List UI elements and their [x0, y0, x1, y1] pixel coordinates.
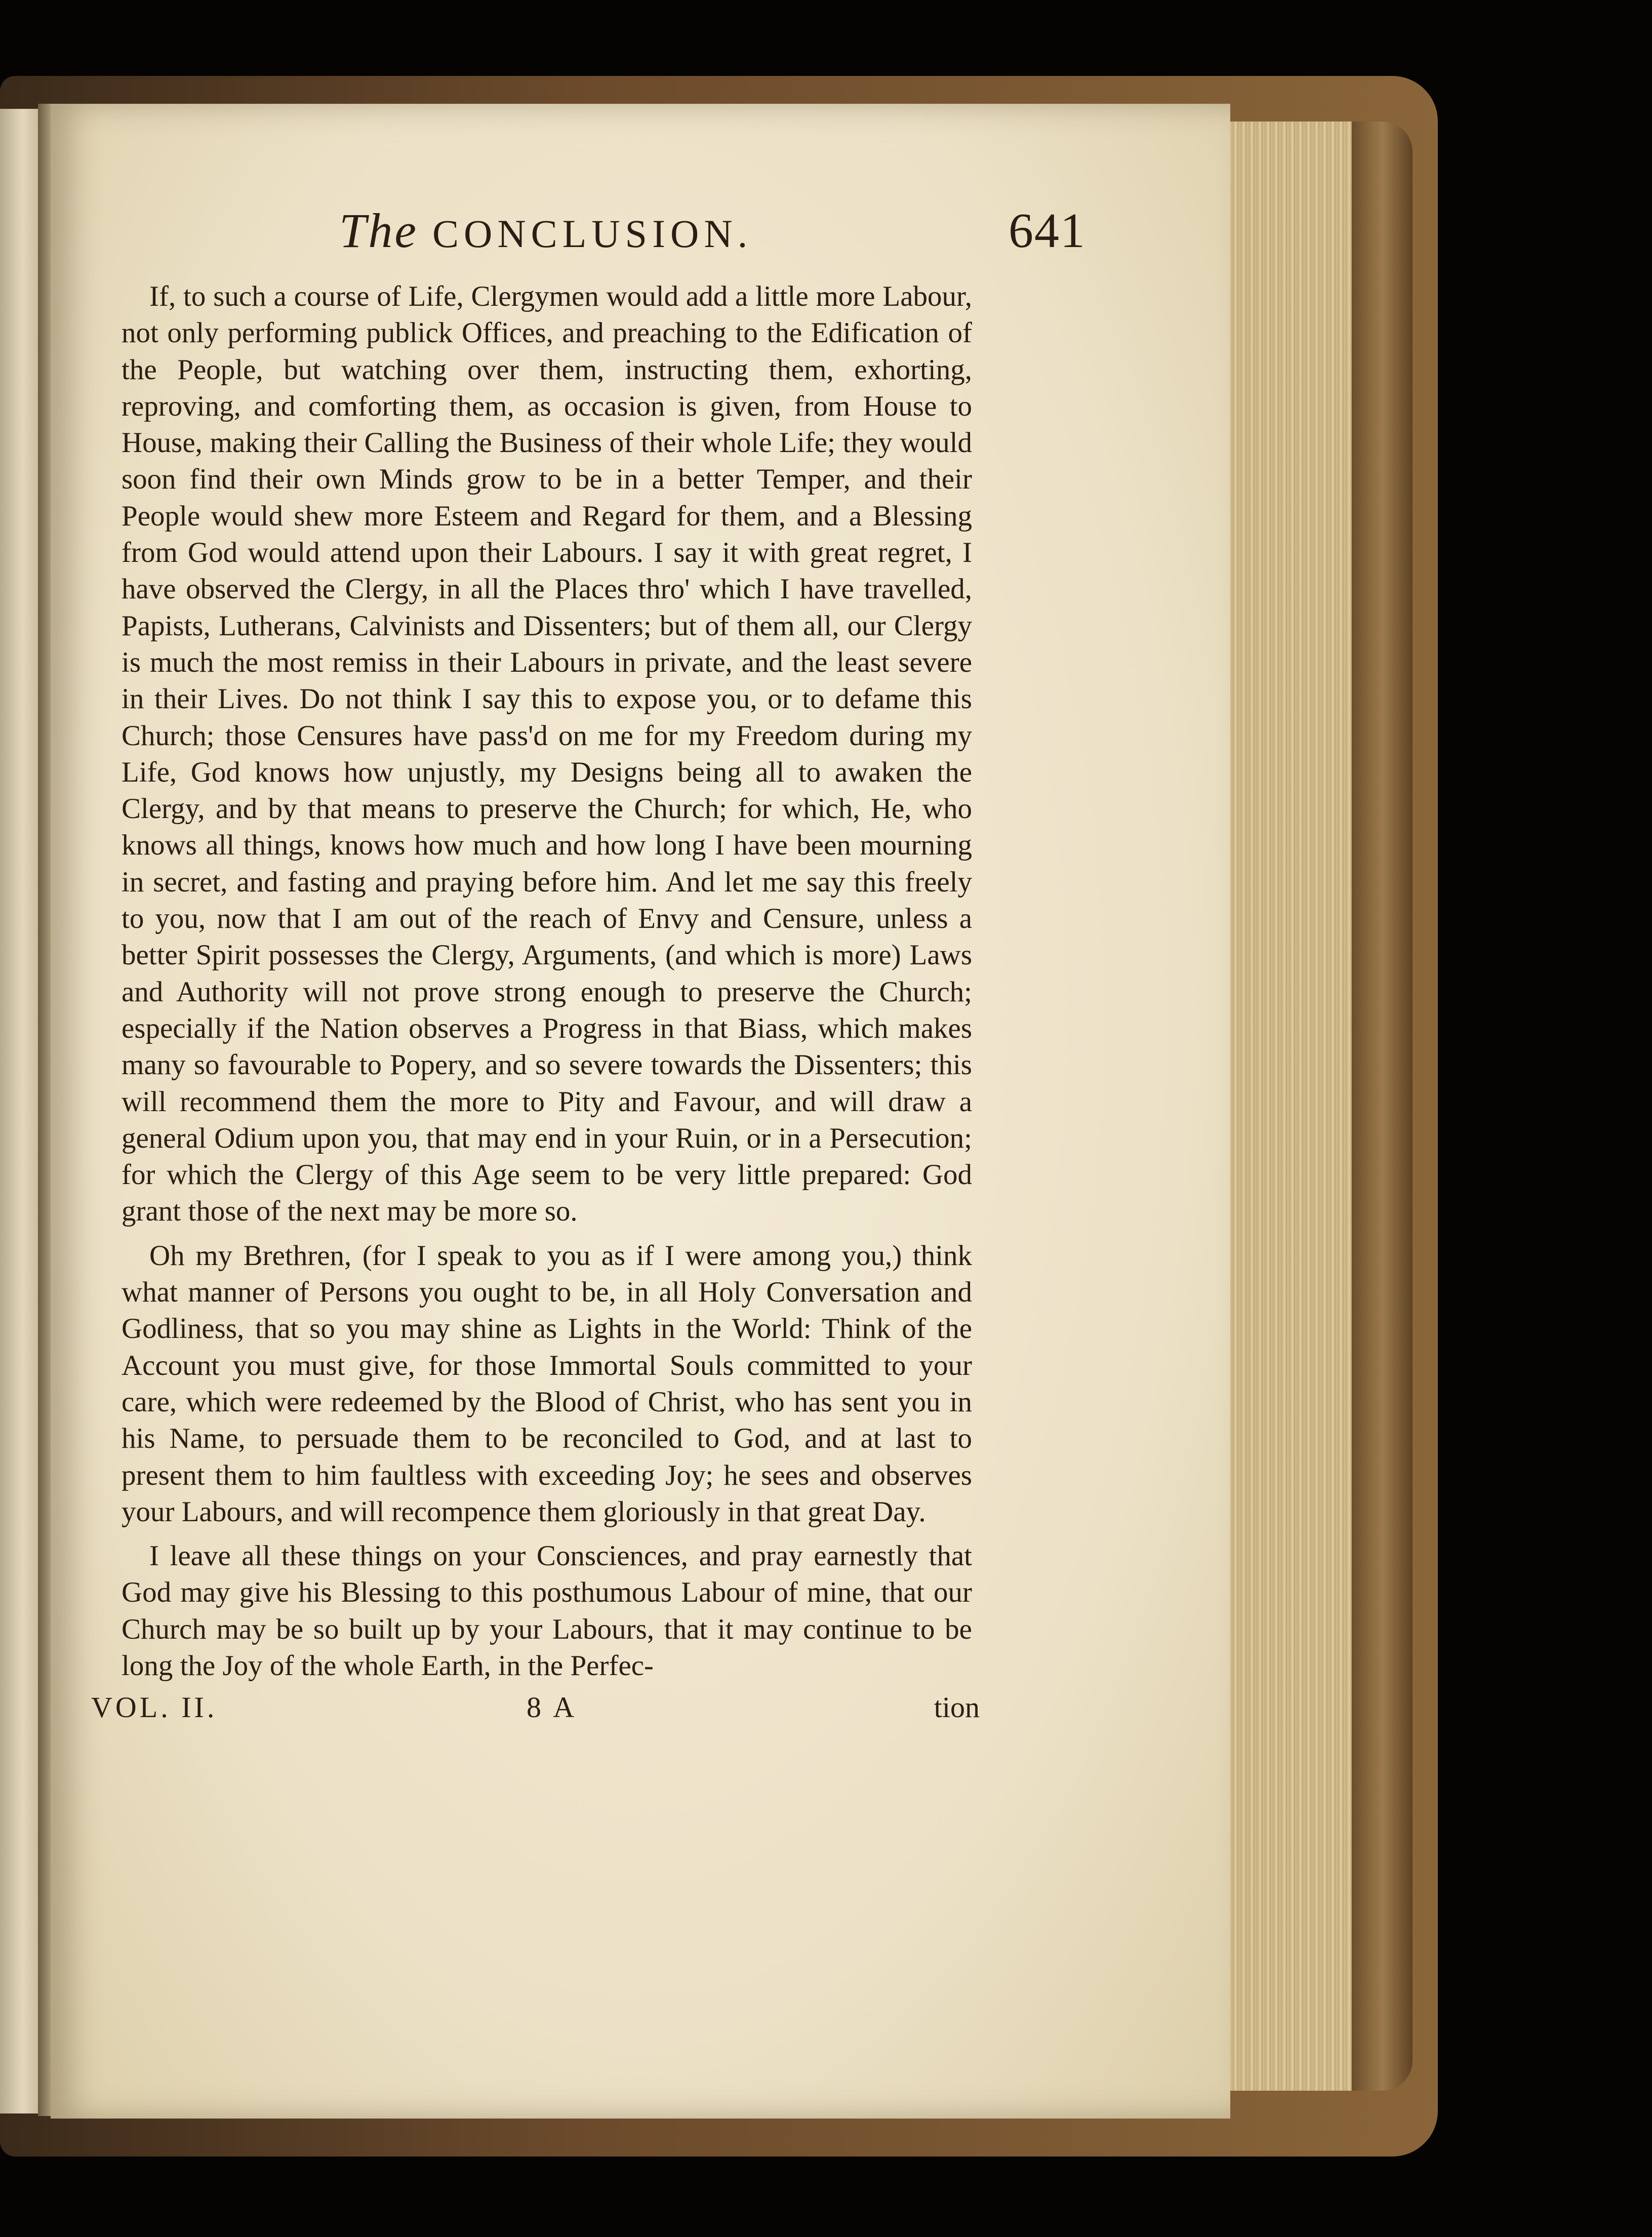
signature-mark: 8 A: [527, 1691, 578, 1724]
page-number: 641: [1009, 204, 1086, 258]
cover-board-edge: [1352, 121, 1413, 2091]
paragraph-3: I leave all these things on your Consciences, and pray earnestly that God may give his Blessing to this posthumous Labour of mine, that our Church may be so built up by your Labours, that it may continue to be long the Joy of the whole Earth, in the Perfec-: [122, 1540, 972, 1682]
running-head-title: CONCLUSION.: [432, 212, 753, 256]
page-footer: [91, 1690, 980, 1731]
catchword: tion: [934, 1691, 980, 1724]
page-text-block: [91, 202, 1086, 1731]
running-head-article: The: [339, 204, 418, 258]
paragraph-1: If, to such a course of Life, Clergymen would add a little more Labour, not only performing publick Offices, and preaching to the Edification of the People, but watching over them, instructing them, exhorting, reproving, and comforting them, as occasion is given, from House to House, making their Calling the Business of their whole Life; they would soon find their own Minds grow to be in a better Temper, and their People would shew more Esteem and Regard for them, and a Blessing from God would attend upon their Labours. I say it with great regret, I have observed the Clergy, in all the Places thro' which I have travelled, Papists, Lutherans, Calvinists and Dissenters; but of them all, our Clergy is much the most remiss in their Labours in private, and the least severe in their Lives. Do not think I say this to expose you, or to defame this Church; those Censures have pass'd on me for my Freedom during my Life, God knows how unjustly, my Designs being all to awaken the Clergy, and by that means to preserve the Church; for which, He, who knows all things, knows how much and how long I have been mourning in secret, and fasting and praying before him. And let me say this freely to you, now that I am out of the reach of Envy and Censure, unless a better Spirit possesses the Clergy, Arguments, (and which is more) Laws and Authority will not prove strong enough to preserve the Church; especially if the Nation observes a Progress in that Biass, which makes many so favourable to Popery, and so severe towards the Dissenters; this will recommend them the more to Pity and Favour, and will draw a general Odium upon you, that may end in your Ruin, or in a Persecution; for which the Clergy of this Age seem to be very little prepared: God grant those of the next may be more so.: [122, 280, 972, 1228]
volume-marker: VOL. II.: [91, 1691, 218, 1724]
running-head: [339, 202, 752, 259]
paragraph-2: Oh my Brethren, (for I speak to you as if I were among you,) think what manner of Persons you ought to be, in all Holy Conversation and Godliness, that so you may shine as Lights in the World: Think of the Account you must give, for those Immortal Souls committed to your care, which were redeemed by the Blood of Christ, who has sent you in his Name, to persuade them to be reconciled to God, and at last to present them to him faultless with exceeding Joy; he sees and observes your Labours, and will recompence them gloriously in that great Day.: [122, 1239, 972, 1528]
page-fore-edge: [1230, 121, 1352, 2091]
facing-page-edge: [0, 109, 38, 2113]
page-header: [122, 202, 1086, 268]
